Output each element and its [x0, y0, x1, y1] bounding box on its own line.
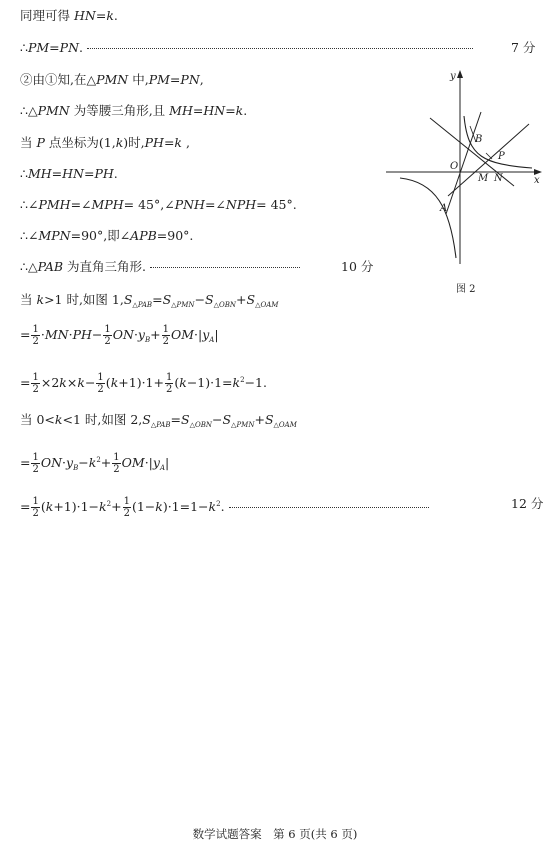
label-b: B — [475, 134, 483, 145]
label-p: P — [498, 151, 505, 162]
score-12: 12 分 — [511, 496, 544, 511]
solution-line-4: ∴△PMN 为等腰三角形,且 MH=HN=k. — [20, 103, 248, 118]
label-o: O — [450, 161, 459, 172]
solution-line-9: ∴△PAB 为直角三角形. — [20, 259, 300, 275]
solution-line-13: 当 0<k<1 时,如图 $2,S_{\triangle PAB}=S_{\triangle OBN}-S_{\triangle PMN}+S_{\triangle OAM}$ — [20, 412, 297, 429]
solution-line-7: ∴∠PMH=∠MPH= 45°,∠PNH=∠NPH= 45°. — [20, 197, 297, 212]
label-x: x — [534, 175, 540, 186]
figure-caption: 图 2 — [456, 284, 476, 295]
score-10: 10 分 — [341, 259, 374, 274]
label-a: A — [440, 203, 448, 214]
solution-line-3: ②由①知,在△PMN 中,PM=PN, — [20, 72, 204, 87]
page-footer: 数学试题答案 第 6 页(共 6 页) — [192, 827, 358, 841]
label-m: M — [478, 173, 489, 184]
solution-line-5: 当 P 点坐标为(1,k)时,PH=k , — [20, 135, 190, 150]
hyperbola-branch-3 — [400, 178, 456, 258]
solution-line-10: 当 k>1 时,如图 $1,S_{\triangle PAB}=S_{\triangle PMN}-S_{\triangle OBN}+S_{\triangle OAM}$ — [20, 292, 279, 309]
figure-2 — [384, 68, 544, 264]
solution-line-12: = $\frac{1}{2}$ ×2k×k− $\frac{1}{2}$ (k+1)·1+ $\frac{1}{2}$ $(k-1)\cdot 1=k^2-1$. — [20, 372, 267, 395]
solution-line-6: ∴MH=HN=PH. — [20, 166, 118, 181]
solution-line-15: = $\frac{1}{2}$ $(k+1)\cdot 1-k^2+$ $\frac{1}{2}$ $(1-k)\cdot 1=1-k^2$. — [20, 496, 429, 519]
label-n: N — [494, 173, 503, 184]
score-7: 7 分 — [511, 40, 536, 55]
solution-line-8: ∴∠MPN=90°,即∠APB=90°. — [20, 228, 194, 243]
y-axis-arrow — [457, 70, 463, 78]
solution-line-1: 同理可得 HN=k. — [20, 8, 118, 23]
solution-line-11: = $\frac{1}{2}$ ·MN·PH− $\frac{1}{2}$ $ON\cdot y_B+$ $\frac{1}{2}$ $OM\cdot|y_A|$ — [20, 324, 219, 347]
solution-line-2: ∴PM=PN. — [20, 40, 473, 56]
solution-line-14: = $\frac{1}{2}$ $ON\cdot y_B-k^2+$ $\frac{1}{2}$ $OM\cdot|y_A|$ — [20, 452, 170, 475]
perpendicular-mark — [486, 153, 492, 159]
figure-2-graph — [384, 68, 544, 264]
label-y: y — [450, 71, 456, 82]
